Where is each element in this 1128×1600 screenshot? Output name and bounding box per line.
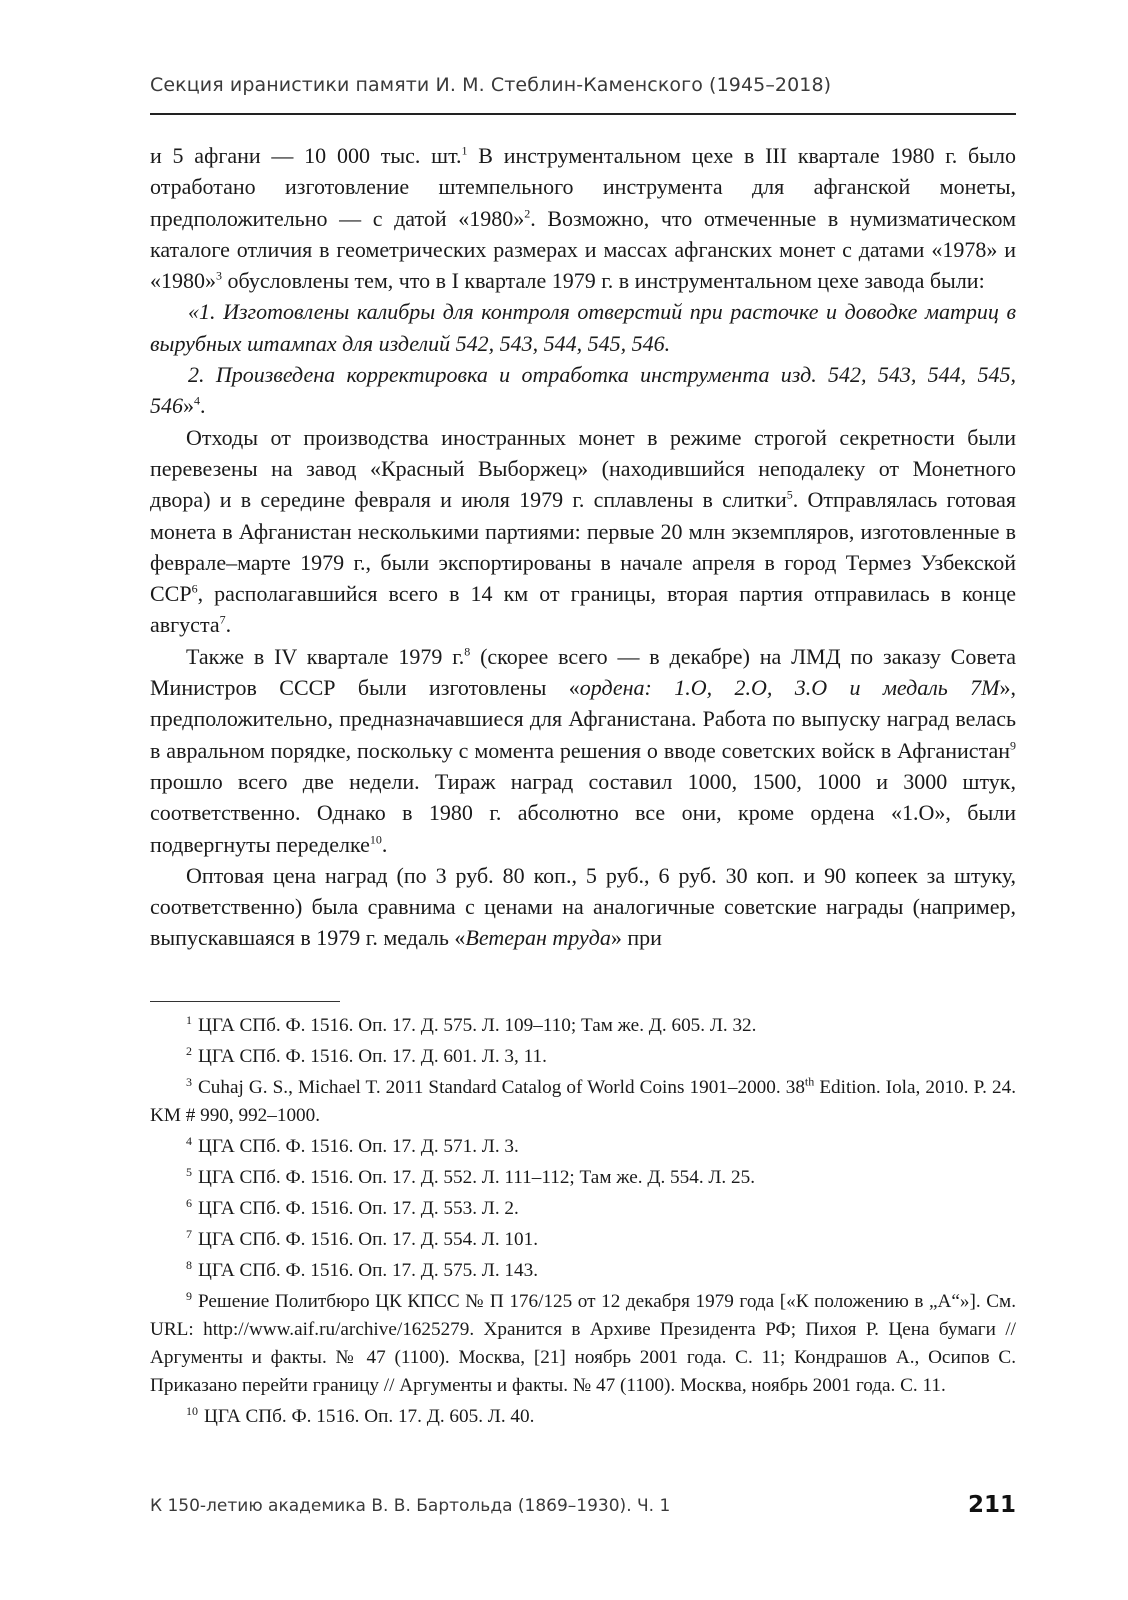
footnote-ref-5[interactable]: 5: [786, 487, 793, 502]
page-number: 211: [967, 1492, 1016, 1518]
ordinal-suffix: th: [804, 1074, 815, 1089]
text-run: (скорее всего — в декабре) на ЛМД по заказу Совета Министров СССР были изготовлены «: [150, 643, 1016, 701]
text-run: В инструментальном цехе в III квартале 1980 г. было отработано изготовление штемпельного инструмента для афганской монеты, предположительно — с датой «1980»: [150, 143, 1016, 231]
running-footer: [150, 1492, 1016, 1524]
footnote: [150, 1257, 1016, 1285]
text-run: и 5 афгани — 10 000 тыс. шт.: [150, 143, 462, 168]
footnote-ref-4[interactable]: 4: [194, 394, 200, 409]
footnote-text: Решение Политбюро ЦК КПСС № П 176/125 от 12 декабря 1979 года [«К положению в „А“»]. См. URL: http://www.aif.ru/archive/1625279. Хранится в Архиве Президента РФ; Пихоя Р. Цена бумаги // Аргументы и факты. № 47 (1100). Москва, [21] ноябрь 2001 года. С. 11; Кондрашов А., Осипов С. Приказано перейти границу // Аргументы и факты. № 47 (1100). Москва, ноябрь 2001 года. С. 11.: [150, 1291, 1016, 1396]
paragraph-1: [150, 140, 1016, 296]
footnote-ref-9[interactable]: 9: [1010, 738, 1016, 753]
quote-item-2: [150, 359, 1016, 422]
footnote-ref-2[interactable]: 2: [524, 206, 531, 221]
footnote-text: Edition. Iola, 2010. P. 24. KM # 990, 992–1000.: [150, 1077, 1017, 1126]
footnote: [150, 1403, 1016, 1431]
italic-run: Ветеран труда: [465, 925, 611, 951]
footnote-text: ЦГА СПб. Ф. 1516. Оп. 17. Д. 575. Л. 143.: [198, 1260, 538, 1281]
text-run: . Возможно, что отмеченные в нумизматическом каталоге отличия в геометрических размерах и массах афганских монет с датами «1978» и «1980»: [150, 205, 1016, 294]
footnote-ref-8[interactable]: 8: [464, 644, 471, 659]
footnote: [150, 1043, 1016, 1071]
footnote-text: ЦГА СПб. Ф. 1516. Оп. 17. Д. 601. Л. 3, 11.: [198, 1046, 547, 1067]
quote-item-1: «1. Изготовлены калибры для контроля отверстий при расточке и доводке матриц в вырубных штампах для изделий 542, 543, 544, 545, 546.: [150, 299, 1016, 356]
footnote: [150, 1074, 1016, 1130]
footnote-number: 8: [186, 1257, 192, 1272]
footnote-text: ЦГА СПб. Ф. 1516. Оп. 17. Д. 553. Л. 2.: [198, 1198, 519, 1219]
running-header: Секция иранистики памяти И. М. Стеблин-Каменского (1945–2018): [150, 74, 832, 96]
text-run: .: [225, 612, 232, 638]
footnote-text: ЦГА СПб. Ф. 1516. Оп. 17. Д. 554. Л. 101.: [198, 1229, 538, 1250]
footnote: [150, 1012, 1016, 1040]
footnotes: [150, 1012, 1016, 1434]
footnote-number: 7: [186, 1226, 192, 1241]
footnote: [150, 1288, 1016, 1400]
footnote-number: 6: [186, 1195, 192, 1210]
footnote-number: 5: [186, 1164, 192, 1179]
footnote: [150, 1195, 1016, 1223]
paragraph-3: [150, 641, 1016, 860]
text-run: » при: [610, 925, 662, 951]
footnote: [150, 1164, 1016, 1192]
header-rule: [150, 113, 1016, 115]
text-run: , располагавшийся всего в 14 км от границы, вторая партия отправилась в конце августа: [150, 581, 1016, 638]
text-run: . Отправлялась готовая монета в Афганистан несколькими партиями: первые 20 млн экземпляров, изготовленные в феврале–марте 1979 г., были экспортированы в начале апреля в город Термез Узбекской ССР: [150, 487, 1016, 607]
main-text: [150, 140, 1016, 954]
text-run: .: [381, 831, 388, 857]
footnote-text: ЦГА СПб. Ф. 1516. Оп. 17. Д. 552. Л. 111–112; Там же. Д. 554. Л. 25.: [198, 1167, 756, 1188]
footnote-text: ЦГА СПб. Ф. 1516. Оп. 17. Д. 571. Л. 3.: [198, 1136, 519, 1157]
footnote-number: 1: [186, 1012, 192, 1027]
footnote-ref-3[interactable]: 3: [216, 268, 222, 283]
footnote-number: 10: [186, 1403, 198, 1418]
footnote-text: ЦГА СПб. Ф. 1516. Оп. 17. Д. 605. Л. 40.: [204, 1406, 535, 1427]
text-run: .: [200, 393, 206, 419]
text-run: », предположительно, предназначавшиеся для Афганистана. Работа по выпуску наград велась в авральном порядке, поскольку с момента решения о вводе советских войск в Афганистан: [150, 675, 1017, 763]
text-run: прошло всего две недели. Тираж наград составил 1000, 1500, 1000 и 3000 штук, соответственно. Однако в 1980 г. абсолютно все они, кроме ордена «1.О», были подвергнуты переделке: [150, 768, 1016, 857]
footnote: [150, 1133, 1016, 1161]
footer-title: К 150-летию академика В. В. Бартольда (1869–1930). Ч. 1: [150, 1496, 671, 1516]
footnote-ref-1[interactable]: 1: [461, 143, 468, 158]
text-run: »: [183, 393, 194, 419]
footnote-number: 4: [186, 1133, 192, 1148]
paragraph-4: [150, 860, 1016, 954]
footnote-text: ЦГА СПб. Ф. 1516. Оп. 17. Д. 575. Л. 109–110; Там же. Д. 605. Л. 32.: [198, 1015, 757, 1036]
text-run: Также в IV квартале 1979 г.: [186, 643, 465, 669]
text-run: Отходы от производства иностранных монет в режиме строгой секретности были перевезены на завод «Красный Выборжец» (находившийся неподалеку от Монетного двора) и в середине февраля и июля 1979 г. сплавлены в слитки: [150, 424, 1016, 513]
text-run: 2. Произведена корректировка и отработка инструмента изд. 542, 543, 544, 545, 546: [150, 362, 1016, 419]
footnote-ref-7[interactable]: 7: [219, 613, 226, 628]
footnote-text: Cuhaj G. S., Michael T. 2011 Standard Catalog of World Coins 1901–2000. 38: [198, 1077, 805, 1098]
footnote-ref-10[interactable]: 10: [369, 832, 382, 847]
footnote-number: 2: [186, 1043, 192, 1058]
footnote-number: 3: [186, 1074, 192, 1089]
paragraph-2: [150, 422, 1016, 641]
italic-run: ордена: 1.О, 2.О, 3.О и медаль 7М: [579, 675, 1000, 701]
text-run: Оптовая цена наград (по 3 руб. 80 коп., 5 руб., 6 руб. 30 коп. и 90 копеек за штуку, соответственно) была сравнима с ценами на аналогичные советские награды (например, выпускавшаяся в 1979 г. медаль «: [150, 862, 1016, 951]
footnote-separator: [150, 1001, 340, 1002]
text-run: обусловлены тем, что в I квартале 1979 г. в инструментальном цехе завода были:: [222, 268, 985, 294]
footnote-number: 9: [186, 1288, 192, 1303]
footnote-ref-6[interactable]: 6: [191, 581, 198, 596]
footnote: [150, 1226, 1016, 1254]
